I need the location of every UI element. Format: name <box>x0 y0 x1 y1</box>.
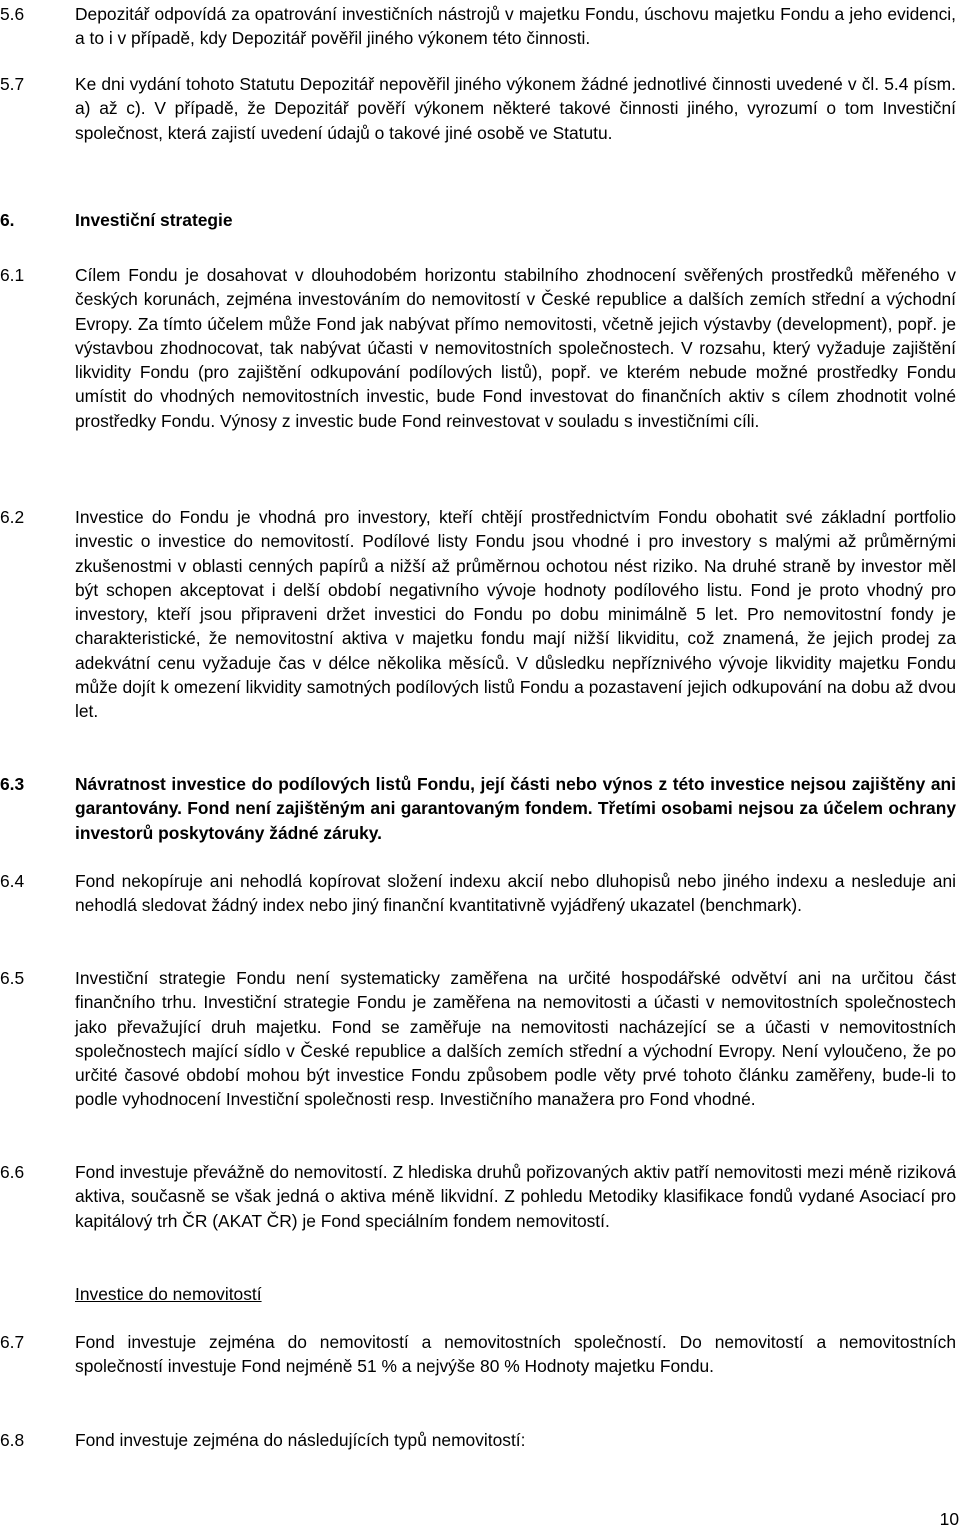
paragraph-5-6 <box>0 2 956 51</box>
paragraph-text: Cílem Fondu je dosahovat v dlouhodobém horizontu stabilního zhodnocení svěřených prostředků měřeného v českých korunách, zejména investováním do nemovitostí v České republice a dalších zemích střední a východní Evropy. Za tímto účelem může Fond jak nabývat přímo nemovitosti, včetně jejich výstavby (development), popř. je výstavbou zhodnocovat, tak nabývat účasti v nemovitostních společnostech. V rozsahu, který vyžaduje zajištění likvidity Fondu (pro zajištění odkupování podílových listů), popř. ve kterém nebude možné prostředky Fondu umístit do vhodných nemovitostních investic, bude Fond investovat do finančních aktiv s cílem zhodnotit volné prostředky Fondu. Výnosy z investic bude Fond reinvestovat v souladu s investičními cíli. <box>75 265 956 431</box>
paragraph-text: Fond investuje převážně do nemovitostí. Z hlediska druhů pořizovaných aktiv patří nemovitosti mezi méně riziková aktiva, současně se však jedná o aktiva méně likvidní. Z pohledu Metodiky klasifikace fondů vydané Asociací pro kapitálový trh ČR (AKAT ČR) je Fond speciálním fondem nemovitostí. <box>75 1162 956 1231</box>
paragraph-text: Ke dni vydání tohoto Statutu Depozitář nepověřil jiného výkonem žádné jednotlivé činnosti uvedené v čl. 5.4 písm. a) až c). V případě, že Depozitář pověří výkonem některé takové činnosti jiného, vyrozumí o tom Investiční společnost, která zajistí uvedení údajů o takové jiné osobě ve Statutu. <box>75 74 956 143</box>
paragraph-text: Návratnost investice do podílových listů Fondu, její části nebo výnos z této investice nejsou zajištěny ani garantovány. Fond není zajištěným ani garantovaným fondem. Třetími osobami nejsou za účelem ochrany investorů poskytovány žádné záruky. <box>75 774 956 843</box>
paragraph-6-4 <box>0 869 956 918</box>
paragraph-number: 6.4 <box>0 871 25 891</box>
paragraph-text: Depozitář odpovídá za opatrování investičních nástrojů v majetku Fondu, úschovu majetku Fondu a jeho evidenci, a to i v případě, kdy Depozitář pověřil jiného výkonem této činnosti. <box>75 4 956 49</box>
paragraph-number: 6.8 <box>0 1430 25 1450</box>
page-number: 10 <box>939 1509 959 1529</box>
paragraph-number: 5.7 <box>0 74 25 94</box>
paragraph-number: 6.5 <box>0 968 25 988</box>
section-heading <box>0 208 233 232</box>
paragraph-text: Fond investuje zejména do následujících typů nemovitostí: <box>75 1430 526 1450</box>
paragraph-6-8 <box>0 1428 956 1452</box>
paragraph-number: 6.7 <box>0 1332 25 1352</box>
subheading: Investice do nemovitostí <box>75 1284 262 1304</box>
paragraph-text: Fond nekopíruje ani nehodlá kopírovat složení indexu akcií nebo dluhopisů nebo jiného indexu a nesleduje ani nehodlá sledovat žádný index nebo jiný finanční kvantitativně vyjádřený ukazatel (benchmark). <box>75 871 956 916</box>
paragraph-6-2 <box>0 505 956 724</box>
paragraph-number: 6.6 <box>0 1162 25 1182</box>
paragraph-6-1 <box>0 263 956 433</box>
paragraph-number: 6.2 <box>0 507 25 527</box>
section-number: 6. <box>0 210 15 230</box>
paragraph-number: 6.3 <box>0 774 25 794</box>
paragraph-5-7 <box>0 72 956 145</box>
paragraph-text: Fond investuje zejména do nemovitostí a nemovitostních společností. Do nemovitostí a nemovitostních společností investuje Fond nejméně 51 % a nejvýše 80 % Hodnoty majetku Fondu. <box>75 1332 956 1377</box>
section-title: Investiční strategie <box>75 210 233 230</box>
paragraph-6-5 <box>0 966 956 1112</box>
paragraph-6-6 <box>0 1160 956 1233</box>
paragraph-6-3 <box>0 772 956 845</box>
paragraph-text: Investiční strategie Fondu není systematicky zaměřena na určité hospodářské odvětví ani na určitou část finančního trhu. Investiční strategie Fondu je zaměřena na nemovitosti a účasti v nemovitostních společnostech jako převažující druh majetku. Fond se zaměřuje na nemovitosti nacházející se a účasti v nemovitostních společnostech mající sídlo v České republice a dalších zemích střední a východní Evropy. Není vyloučeno, že po určité časové období mohou být investice Fondu způsobem podle věty prvé tohoto článku zaměřeny, bude-li to podle vyhodnocení Investiční společnosti resp. Investičního manažera pro Fond vhodné. <box>75 968 956 1110</box>
paragraph-6-7 <box>0 1330 956 1379</box>
paragraph-number: 6.1 <box>0 265 25 285</box>
paragraph-number: 5.6 <box>0 4 25 24</box>
paragraph-text: Investice do Fondu je vhodná pro investory, kteří chtějí prostřednictvím Fondu obohatit své základní portfolio investic o investice do nemovitostí. Podílové listy Fondu jsou vhodné i pro investory s malými až průměrnými zkušenostmi v oblasti cenných papírů a nižší až průměrnou ochotou nést riziko. Na druhé straně by investor měl být schopen akceptovat i delší období negativního vývoje hodnoty podílového listu. Fond je proto vhodný pro investory, kteří jsou připraveni držet investici do Fondu po dobu minimálně 5 let. Pro nemovitostní fondy je charakteristické, že nemovitostní aktiva v majetku fondu mají nižší likviditu, což znamená, že jejich prodej za adekvátní cenu vyžaduje čas v délce několika měsíců. V důsledku nepříznivého vývoje likvidity majetku Fondu může dojít k omezení likvidity samotných podílových listů Fondu a pozastavení jejich odkupování na dobu až dvou let. <box>75 507 956 722</box>
